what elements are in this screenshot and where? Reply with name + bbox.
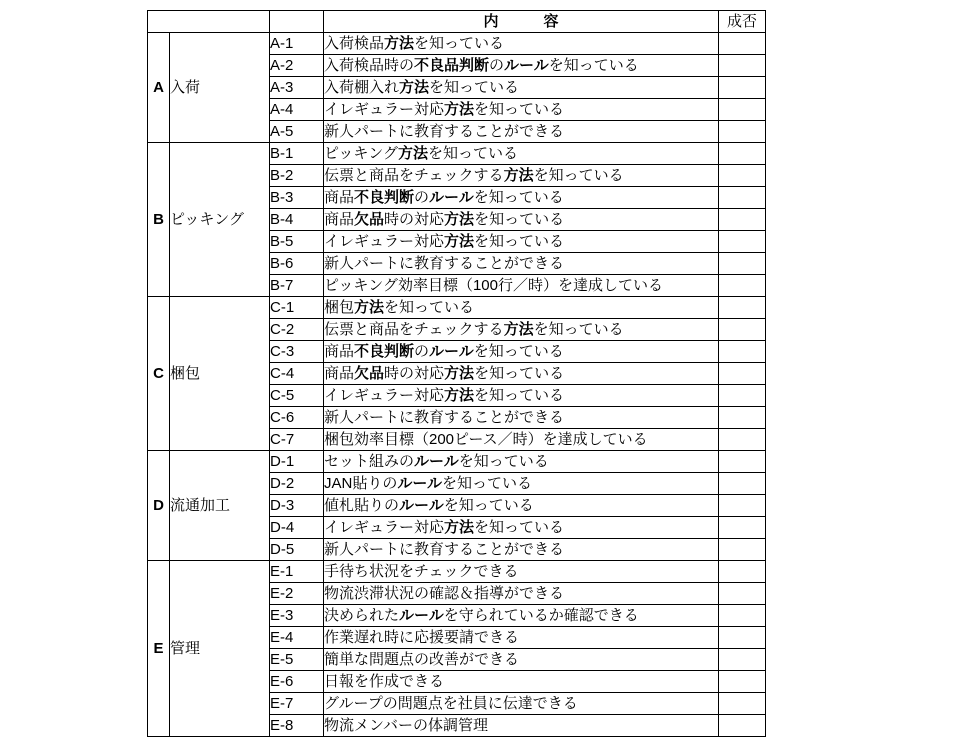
keyword-bold-text: 方法 bbox=[444, 519, 475, 536]
text-segment: の bbox=[414, 189, 430, 206]
item-code: C-4 bbox=[270, 363, 324, 385]
header-result-label: 成否 bbox=[719, 11, 766, 33]
item-code: E-6 bbox=[270, 671, 324, 693]
item-result-cell bbox=[719, 209, 766, 231]
item-content bbox=[324, 121, 719, 143]
item-code: C-1 bbox=[270, 297, 324, 319]
text-segment: 入荷検品時の bbox=[324, 57, 415, 74]
item-content bbox=[324, 55, 719, 77]
item-result-cell bbox=[719, 77, 766, 99]
text-segment: を知っている bbox=[473, 189, 564, 206]
item-code: C-2 bbox=[270, 319, 324, 341]
item-result-cell bbox=[719, 99, 766, 121]
item-code: A-3 bbox=[270, 77, 324, 99]
text-segment: を知っている bbox=[473, 343, 564, 360]
keyword-bold-text: 方法 bbox=[444, 211, 475, 228]
keyword-bold-text: 方法 bbox=[399, 79, 430, 96]
item-result-cell bbox=[719, 385, 766, 407]
keyword-bold-text: 方法 bbox=[503, 167, 534, 184]
group-category: 入荷 bbox=[170, 33, 270, 143]
keyword-bold-text: 不良判断 bbox=[354, 343, 415, 360]
item-content bbox=[324, 583, 719, 605]
item-content bbox=[324, 253, 719, 275]
text-segment: 商品 bbox=[324, 343, 355, 360]
text-segment: 物流渋滞状況の確認＆指導ができる bbox=[324, 585, 565, 602]
item-result-cell bbox=[719, 407, 766, 429]
group-letter: C bbox=[148, 297, 170, 451]
item-content bbox=[324, 165, 719, 187]
keyword-bold-text: 方法 bbox=[503, 321, 534, 338]
item-code: A-5 bbox=[270, 121, 324, 143]
item-content bbox=[324, 341, 719, 363]
keyword-bold-text: ルール bbox=[429, 343, 474, 360]
item-result-cell bbox=[719, 605, 766, 627]
group-category: ピッキング bbox=[170, 143, 270, 297]
text-segment: イレギュラー対応 bbox=[324, 233, 445, 250]
item-result-cell bbox=[719, 121, 766, 143]
item-result-cell bbox=[719, 627, 766, 649]
item-result-cell bbox=[719, 165, 766, 187]
group-category: 流通加工 bbox=[170, 451, 270, 561]
table-row bbox=[148, 33, 766, 55]
text-segment: ピッキング効率目標（100行／時）を達成している bbox=[324, 277, 663, 294]
item-result-cell bbox=[719, 561, 766, 583]
item-code: D-5 bbox=[270, 539, 324, 561]
item-result-cell bbox=[719, 55, 766, 77]
group-letter: E bbox=[148, 561, 170, 737]
group-letter: A bbox=[148, 33, 170, 143]
text-segment: 新人パートに教育することができる bbox=[324, 255, 565, 272]
table-body bbox=[148, 33, 766, 737]
text-segment: 梱包効率目標（200ピース／時）を達成している bbox=[324, 431, 648, 448]
text-segment: を知っている bbox=[384, 299, 475, 316]
text-segment: ピッキング bbox=[324, 145, 398, 162]
item-code: A-2 bbox=[270, 55, 324, 77]
text-segment: を知っている bbox=[474, 233, 565, 250]
text-segment: を知っている bbox=[458, 453, 549, 470]
text-segment: セット組みの bbox=[324, 453, 415, 470]
item-content bbox=[324, 429, 719, 451]
table-row bbox=[148, 297, 766, 319]
text-segment: の bbox=[489, 57, 505, 74]
item-code: C-5 bbox=[270, 385, 324, 407]
header-code-cell bbox=[270, 11, 324, 33]
skill-checklist-table bbox=[147, 10, 766, 737]
item-result-cell bbox=[719, 187, 766, 209]
text-segment: イレギュラー対応 bbox=[324, 519, 445, 536]
group-category: 管理 bbox=[170, 561, 270, 737]
item-result-cell bbox=[719, 693, 766, 715]
item-result-cell bbox=[719, 451, 766, 473]
item-code: E-4 bbox=[270, 627, 324, 649]
keyword-bold-text: ルール bbox=[504, 57, 549, 74]
keyword-bold-text: 不良判断 bbox=[354, 189, 415, 206]
text-segment: を知っている bbox=[548, 57, 639, 74]
item-content bbox=[324, 231, 719, 253]
item-result-cell bbox=[719, 517, 766, 539]
item-content bbox=[324, 209, 719, 231]
item-content bbox=[324, 517, 719, 539]
text-segment: を知っている bbox=[429, 79, 520, 96]
item-content bbox=[324, 77, 719, 99]
text-segment: を知っている bbox=[474, 101, 565, 118]
text-segment: 時の対応 bbox=[384, 365, 445, 382]
text-segment: 新人パートに教育することができる bbox=[324, 123, 565, 140]
item-content bbox=[324, 143, 719, 165]
table-row bbox=[148, 143, 766, 165]
item-code: B-2 bbox=[270, 165, 324, 187]
item-code: D-3 bbox=[270, 495, 324, 517]
item-code: B-7 bbox=[270, 275, 324, 297]
keyword-bold-text: 方法 bbox=[444, 233, 475, 250]
header-content-label: 内 容 bbox=[324, 11, 719, 33]
item-content bbox=[324, 495, 719, 517]
item-content bbox=[324, 649, 719, 671]
text-segment: を知っている bbox=[427, 145, 518, 162]
text-segment: 作業遅れ時に応援要請できる bbox=[324, 629, 520, 646]
text-segment: イレギュラー対応 bbox=[324, 101, 445, 118]
keyword-bold-text: 方法 bbox=[354, 299, 385, 316]
text-segment: を知っている bbox=[533, 321, 624, 338]
item-content bbox=[324, 363, 719, 385]
item-result-cell bbox=[719, 297, 766, 319]
keyword-bold-text: 方法 bbox=[444, 365, 475, 382]
text-segment: 入荷検品 bbox=[324, 35, 385, 52]
item-content bbox=[324, 297, 719, 319]
item-result-cell bbox=[719, 649, 766, 671]
keyword-bold-text: 欠品 bbox=[354, 365, 385, 382]
text-segment: を知っている bbox=[533, 167, 624, 184]
item-code: E-1 bbox=[270, 561, 324, 583]
item-content bbox=[324, 187, 719, 209]
item-code: E-2 bbox=[270, 583, 324, 605]
item-code: B-4 bbox=[270, 209, 324, 231]
keyword-bold-text: ルール bbox=[399, 607, 444, 624]
text-segment: 値札貼りの bbox=[324, 497, 400, 514]
item-content bbox=[324, 275, 719, 297]
item-content bbox=[324, 451, 719, 473]
item-content bbox=[324, 319, 719, 341]
text-segment: 日報を作成できる bbox=[324, 673, 445, 690]
text-segment: を知っている bbox=[474, 519, 565, 536]
keyword-bold-text: ルール bbox=[414, 453, 459, 470]
item-result-cell bbox=[719, 253, 766, 275]
item-content bbox=[324, 385, 719, 407]
text-segment: 手待ち状況をチェックできる bbox=[324, 563, 519, 580]
keyword-bold-text: 方法 bbox=[444, 101, 475, 118]
item-code: B-5 bbox=[270, 231, 324, 253]
item-content bbox=[324, 671, 719, 693]
header-empty-cell bbox=[148, 11, 270, 33]
item-result-cell bbox=[719, 583, 766, 605]
item-content bbox=[324, 473, 719, 495]
item-code: D-4 bbox=[270, 517, 324, 539]
keyword-bold-text: ルール bbox=[399, 497, 444, 514]
group-letter: D bbox=[148, 451, 170, 561]
item-code: E-3 bbox=[270, 605, 324, 627]
item-content bbox=[324, 539, 719, 561]
item-result-cell bbox=[719, 231, 766, 253]
text-segment: 伝票と商品をチェックする bbox=[324, 167, 504, 184]
item-result-cell bbox=[719, 143, 766, 165]
text-segment: 物流メンバーの体調管理 bbox=[324, 717, 488, 734]
item-code: D-2 bbox=[270, 473, 324, 495]
text-segment: を知っている bbox=[474, 211, 565, 228]
text-segment: を知っている bbox=[414, 35, 505, 52]
text-segment: 新人パートに教育することができる bbox=[324, 541, 565, 558]
keyword-bold-text: 方法 bbox=[397, 145, 428, 162]
text-segment: 簡単な問題点の改善ができる bbox=[324, 651, 520, 668]
item-code: C-6 bbox=[270, 407, 324, 429]
keyword-bold-text: 欠品 bbox=[354, 211, 385, 228]
text-segment: を知っている bbox=[442, 475, 533, 492]
item-content bbox=[324, 33, 719, 55]
text-segment: 入荷棚入れ bbox=[324, 79, 400, 96]
item-result-cell bbox=[719, 473, 766, 495]
item-code: B-1 bbox=[270, 143, 324, 165]
keyword-bold-text: ルール bbox=[429, 189, 474, 206]
text-segment: 新人パートに教育することができる bbox=[324, 409, 565, 426]
item-result-cell bbox=[719, 495, 766, 517]
header-row bbox=[148, 11, 766, 33]
item-code: E-7 bbox=[270, 693, 324, 715]
item-result-cell bbox=[719, 429, 766, 451]
item-code: B-3 bbox=[270, 187, 324, 209]
table-row bbox=[148, 561, 766, 583]
item-code: C-3 bbox=[270, 341, 324, 363]
item-content bbox=[324, 693, 719, 715]
item-result-cell bbox=[719, 363, 766, 385]
item-content bbox=[324, 627, 719, 649]
text-segment: 商品 bbox=[324, 211, 355, 228]
text-segment: 商品 bbox=[324, 189, 355, 206]
item-result-cell bbox=[719, 33, 766, 55]
group-letter: B bbox=[148, 143, 170, 297]
item-result-cell bbox=[719, 341, 766, 363]
item-content bbox=[324, 99, 719, 121]
item-result-cell bbox=[719, 671, 766, 693]
keyword-bold-text: 方法 bbox=[384, 35, 415, 52]
text-segment: を守られているか確認できる bbox=[443, 607, 639, 624]
text-segment: を知っている bbox=[474, 365, 565, 382]
item-code: D-1 bbox=[270, 451, 324, 473]
keyword-bold-text: 不良品判断 bbox=[414, 57, 490, 74]
text-segment: イレギュラー対応 bbox=[324, 387, 445, 404]
text-segment: 伝票と商品をチェックする bbox=[324, 321, 504, 338]
text-segment: グループの問題点を社員に伝達できる bbox=[324, 695, 578, 712]
keyword-bold-text: 方法 bbox=[444, 387, 475, 404]
text-segment: JAN貼りの bbox=[324, 475, 398, 492]
group-category: 梱包 bbox=[170, 297, 270, 451]
item-content bbox=[324, 605, 719, 627]
text-segment: を知っている bbox=[474, 387, 565, 404]
text-segment: の bbox=[414, 343, 430, 360]
text-segment: 梱包 bbox=[324, 299, 355, 316]
item-content bbox=[324, 407, 719, 429]
table-row bbox=[148, 451, 766, 473]
item-code: C-7 bbox=[270, 429, 324, 451]
item-code: A-1 bbox=[270, 33, 324, 55]
text-segment: 時の対応 bbox=[384, 211, 445, 228]
text-segment: 商品 bbox=[324, 365, 355, 382]
text-segment: を知っている bbox=[443, 497, 534, 514]
item-result-cell bbox=[719, 539, 766, 561]
text-segment: 決められた bbox=[324, 607, 400, 624]
item-code: E-5 bbox=[270, 649, 324, 671]
item-result-cell bbox=[719, 715, 766, 737]
item-result-cell bbox=[719, 275, 766, 297]
keyword-bold-text: ルール bbox=[397, 475, 443, 492]
item-code: A-4 bbox=[270, 99, 324, 121]
item-code: E-8 bbox=[270, 715, 324, 737]
item-content bbox=[324, 715, 719, 737]
item-content bbox=[324, 561, 719, 583]
item-code: B-6 bbox=[270, 253, 324, 275]
item-result-cell bbox=[719, 319, 766, 341]
